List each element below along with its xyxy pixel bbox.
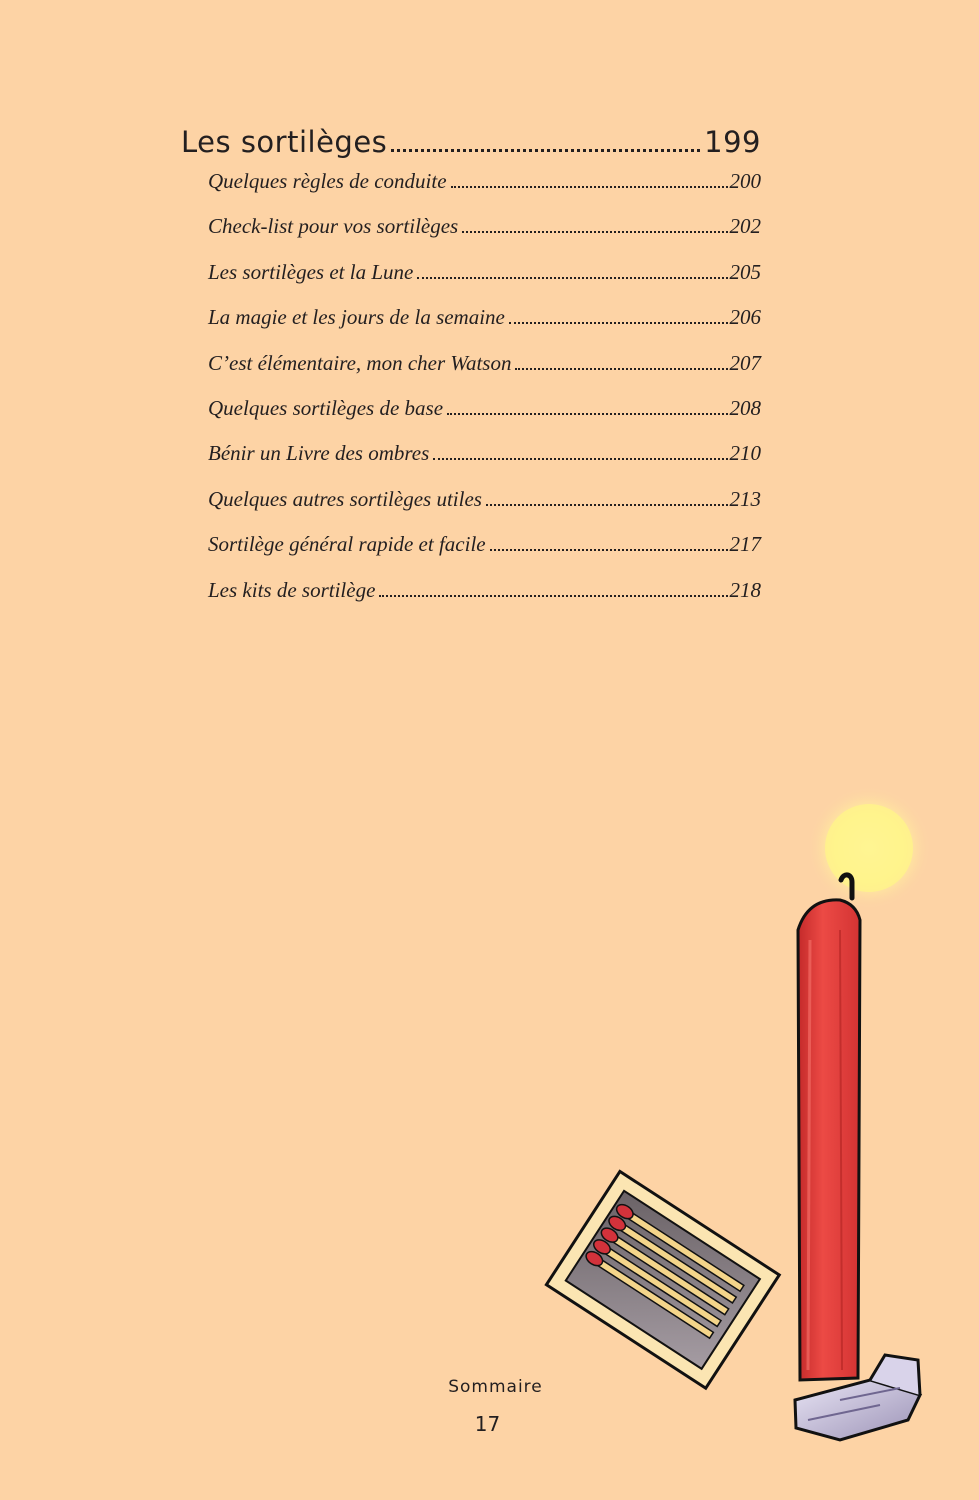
toc-entry-label: La magie et les jours de la semaine: [208, 305, 505, 330]
toc-entry-label: C’est élémentaire, mon cher Watson: [208, 350, 512, 375]
dot-leader: [417, 277, 727, 279]
dot-leader: [433, 458, 727, 460]
toc-entry-page: 218: [729, 577, 761, 602]
toc-entry-label: Sortilège général rapide et facile: [208, 532, 486, 557]
toc-entry-label: Les kits de sortilège: [208, 577, 376, 602]
page-number: 17: [474, 1412, 501, 1436]
toc-entry[interactable]: [208, 487, 761, 532]
toc-entry-label: Quelques sortilèges de base: [208, 395, 444, 420]
toc-entry[interactable]: [208, 351, 761, 396]
section-heading[interactable]: [181, 125, 761, 169]
toc-entry[interactable]: [208, 214, 761, 259]
toc-entry-page: 200: [729, 169, 761, 193]
dot-leader: [462, 231, 727, 233]
toc-entry-page: 202: [729, 214, 761, 239]
toc-entry-page: 210: [729, 441, 761, 466]
toc-entry-page: 208: [729, 395, 761, 420]
table-of-contents: [181, 125, 761, 623]
toc-entry-page: 207: [729, 350, 761, 375]
toc-entry[interactable]: [208, 260, 761, 305]
candle-illustration: [540, 780, 979, 1460]
toc-entry-page: 205: [729, 259, 761, 284]
toc-entry-label: Quelques autres sortilèges utiles: [208, 486, 482, 511]
section-title: Les sortilèges: [181, 125, 388, 159]
toc-entry[interactable]: [208, 396, 761, 441]
flame-glow-icon: [807, 786, 931, 910]
toc-entry-label: Quelques règles de conduite: [208, 169, 447, 193]
dot-leader: [447, 413, 727, 415]
dot-leader: [486, 504, 728, 506]
section-page-number: 199: [704, 125, 761, 159]
toc-entry[interactable]: [208, 532, 761, 577]
toc-entry[interactable]: [208, 305, 761, 350]
dot-leader: [515, 368, 727, 370]
toc-entry[interactable]: [208, 578, 761, 623]
dot-leader: [379, 595, 727, 597]
toc-entry-label: Les sortilèges et la Lune: [208, 259, 414, 284]
dot-leader: [490, 549, 728, 551]
toc-entry-label: Bénir un Livre des ombres: [208, 441, 430, 466]
matchbox-icon: [546, 1171, 779, 1388]
toc-entry-page: 217: [729, 532, 761, 557]
toc-entry-page: 213: [729, 486, 761, 511]
toc-entry[interactable]: [208, 169, 761, 214]
candle-icon: [798, 875, 860, 1380]
dot-leader: [451, 186, 728, 188]
dot-leader: [509, 322, 728, 324]
toc-entry-label: Check-list pour vos sortilèges: [208, 214, 459, 239]
toc-entry-page: 206: [729, 305, 761, 330]
toc-entry[interactable]: [208, 441, 761, 486]
toc-entries: [181, 169, 761, 623]
dot-leader: [391, 149, 700, 152]
running-footer-title: Sommaire: [448, 1377, 543, 1397]
